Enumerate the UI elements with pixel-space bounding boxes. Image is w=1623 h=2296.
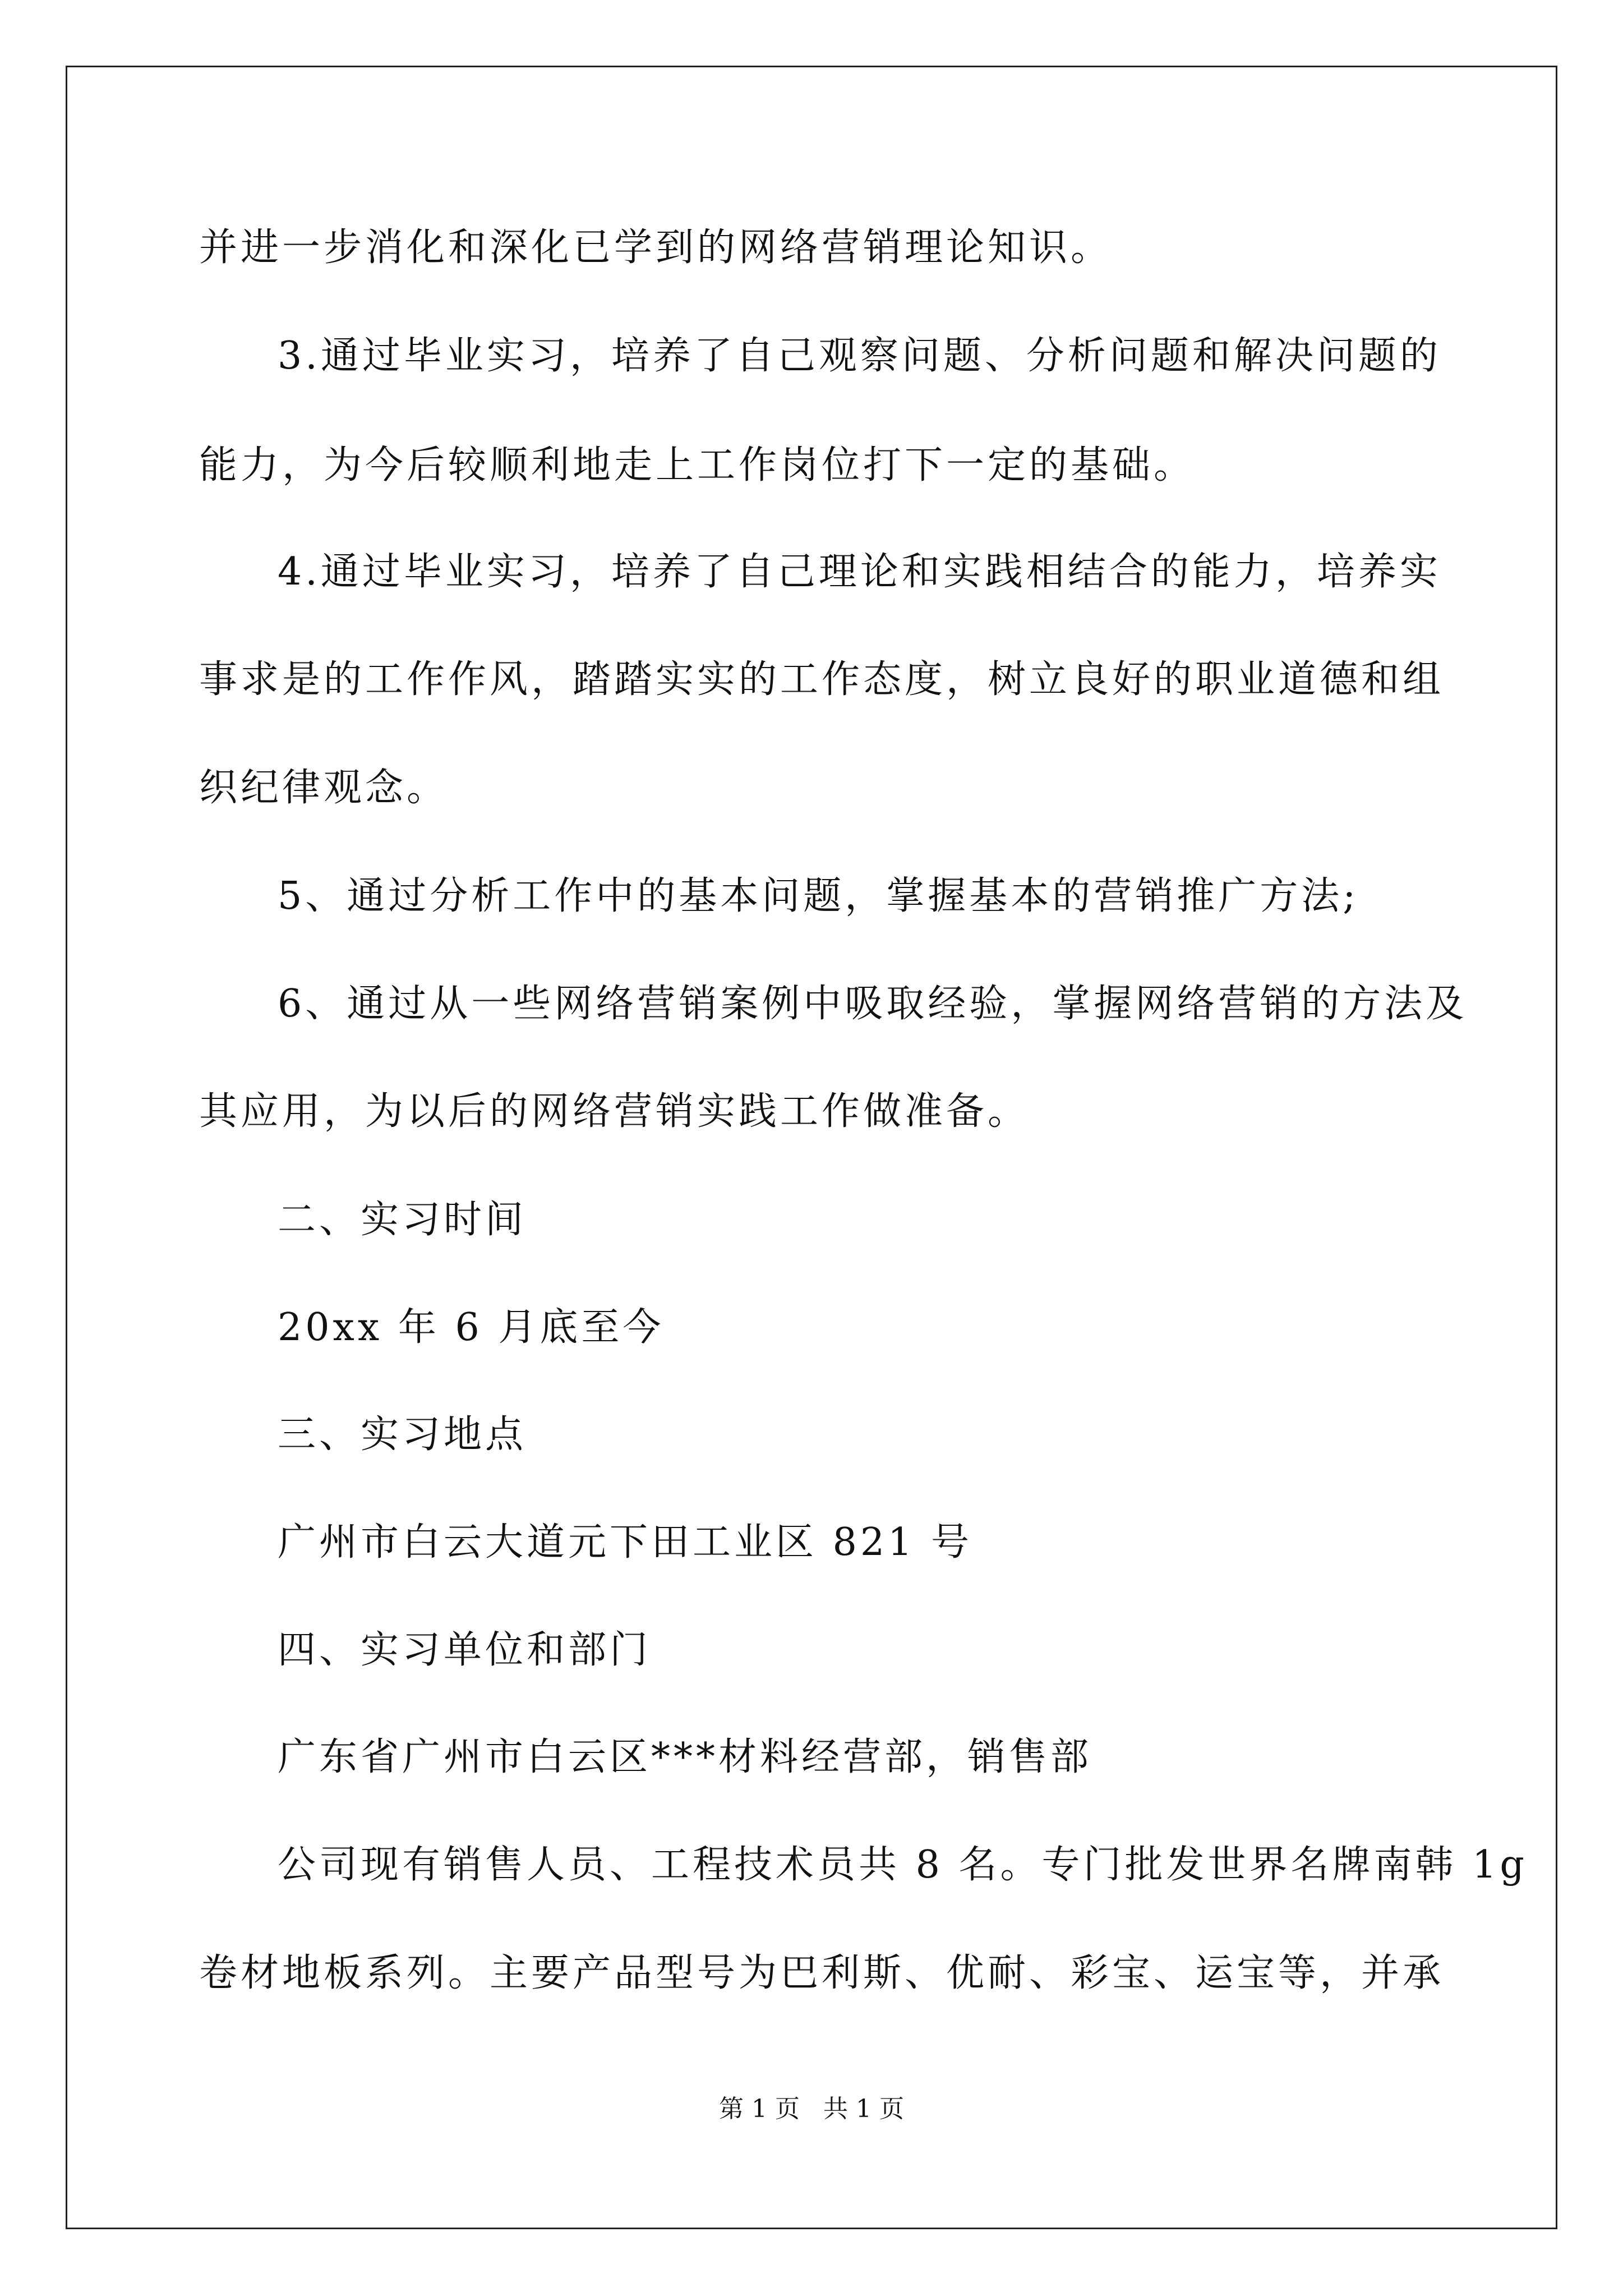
text-line: 6、通过从一些网络营销案例中吸取经验，掌握网络营销的方法及: [278, 982, 1468, 1026]
page-number-footer: 第 1 页 共 1 页: [719, 2095, 904, 2123]
text-line: 广州市白云大道元下田工业区 821 号: [278, 1520, 973, 1565]
text-line: 卷材地板系列。主要产品型号为巴利斯、优耐、彩宝、运宝等，并承: [199, 1951, 1445, 1995]
text-line: 织纪律观念。: [199, 766, 449, 810]
text-line: 广东省广州市白云区***材料经营部，销售部: [278, 1735, 1092, 1779]
text-line: 3.通过毕业实习，培养了自己观察问题、分析问题和解决问题的: [278, 334, 1441, 378]
text-line: 20xx 年 6 月底至今: [278, 1305, 665, 1350]
text-line: 公司现有销售人员、工程技术员共 8 名。专门批发世界名牌南韩 1g: [278, 1843, 1528, 1887]
page-border: [66, 66, 1557, 2229]
text-line: 4.通过毕业实习，培养了自己理论和实践相结合的能力，培养实: [278, 550, 1441, 594]
section-heading: 二、实习时间: [278, 1198, 527, 1242]
text-line: 事求是的工作作风，踏踏实实的工作态度，树立良好的职业道德和组: [199, 657, 1445, 702]
text-line: 并进一步消化和深化已学到的网络营销理论知识。: [199, 226, 1113, 270]
text-line: 能力，为今后较顺利地走上工作岗位打下一定的基础。: [199, 443, 1196, 487]
section-heading: 三、实习地点: [278, 1412, 527, 1457]
section-heading: 四、实习单位和部门: [278, 1628, 652, 1672]
text-line: 其应用，为以后的网络营销实践工作做准备。: [199, 1089, 1030, 1134]
text-line: 5、通过分析工作中的基本问题，掌握基本的营销推广方法;: [278, 874, 1359, 918]
